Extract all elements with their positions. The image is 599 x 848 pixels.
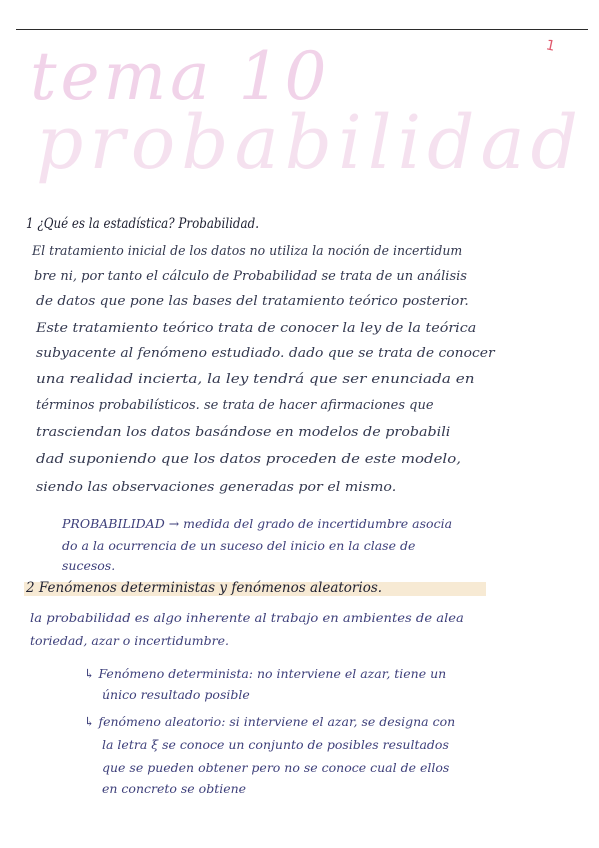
bullet-2-line-3: que se pueden obtener pero no se conoce cual de ellos [102,760,450,775]
section1-line-2: bre ni, por tanto el cálculo de Probabilidad se trata de un análisis [34,269,467,284]
definition-line-3: sucesos. [62,558,116,573]
title-line-2: probabilidad [36,100,585,186]
section1-line-9: dad suponiendo que los datos proceden de este modelo, [36,452,461,467]
section1-line-1: El tratamiento inicial de los datos no utiliza la noción de incertidum [32,244,463,259]
section2-heading: 2 Fenómenos deterministas y fenómenos aleatorios. [26,580,383,596]
title-line-1: tema 10 [30,38,331,115]
definition-line-1: PROBABILIDAD → medida del grado de incertidumbre asocia [62,516,453,531]
section1-line-7: términos probabilísticos. se trata de hacer afirmaciones que [36,398,434,413]
bullet-1-line-1: ↳ Fenómeno determinista: no interviene el azar, tiene un [84,666,447,681]
bullet-1-line-2: único resultado posible [102,687,250,702]
bullet-2-line-4: en concreto se obtiene [102,781,247,796]
bullet-2-line-1: ↳ fenómeno aleatorio: si interviene el azar, se designa con [84,714,456,729]
section1-line-10: siendo las observaciones generadas por el mismo. [36,480,397,495]
page-number: 1 [544,37,557,55]
section2-intro-line-1: la probabilidad es algo inherente al trabajo en ambientes de alea [30,610,464,625]
section1-line-3: de datos que pone las bases del tratamiento teórico posterior. [36,294,469,309]
bullet-2-line-2: la letra ξ se conoce un conjunto de posibles resultados [102,737,449,752]
top-rule [16,29,588,30]
section1-heading: 1 ¿Qué es la estadística? Probabilidad. [26,216,259,232]
section2-intro-line-2: toriedad, azar o incertidumbre. [30,633,229,648]
definition-line-2: do a la ocurrencia de un suceso del inicio en la clase de [62,538,416,553]
section1-line-4: Este tratamiento teórico trata de conocer la ley de la teórica [36,321,477,336]
section1-line-5: subyacente al fenómeno estudiado. dado que se trata de conocer [36,346,495,361]
section1-line-6: una realidad incierta, la ley tendrá que ser enunciada en [36,372,475,387]
section1-line-8: trasciendan los datos basándose en modelos de probabili [36,425,451,440]
